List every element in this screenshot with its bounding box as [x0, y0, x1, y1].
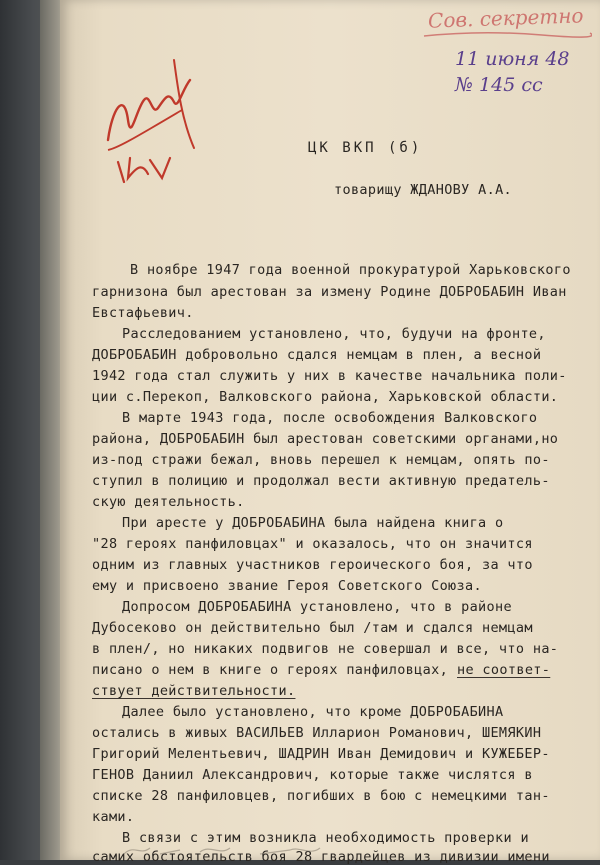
body-line: "28 героях панфиловцах" и оказалось, что он значится — [92, 536, 533, 552]
body-line: списке 28 панфиловцев, погибших в бою с немецкими тан- — [92, 788, 550, 804]
resolution-signature — [78, 50, 218, 200]
body-line: скую деятельность. — [92, 494, 245, 510]
body-line: Григорий Мелентьевич, ШАДРИН Иван Демидович и КУЖЕБЕР- — [92, 746, 550, 762]
body-line: В ноябре 1947 года военной прокуратурой Харьковского — [130, 262, 571, 278]
body-line: самих обстоятельств боя 28 гвардейцев из дивизии имени — [92, 849, 550, 865]
body-line: остались в живых ВАСИЛЬЕВ Илларион Романович, ШЕМЯКИН — [92, 725, 542, 741]
body-line-underlined: не соответ- — [457, 662, 551, 678]
body-line: В марте 1943 года, после освобождения Валковского — [122, 410, 538, 426]
body-line: Допросом ДОБРОБАБИНА установлено, что в районе — [122, 599, 512, 615]
document-heading: ЦК ВКП (б) — [308, 140, 423, 156]
body-line: ДОБРОБАБИН добровольно сдался немцам в плен, а весной — [92, 347, 542, 363]
body-line: 1942 года стал служить у них в качестве начальника поли- — [92, 368, 567, 384]
addressee: товарищу ЖДАНОВУ А.А. — [334, 182, 513, 198]
body-line: Дубосеково он действительно был /там и сдался немцам — [92, 620, 533, 636]
body-line: При аресте у ДОБРОБАБИНА была найдена книга о — [122, 515, 504, 531]
body-line: ции с.Перекоп, Валковского района, Харьковской области. — [92, 389, 559, 405]
body-line: ками. — [92, 809, 135, 825]
body-line: из-под стражи бежал, вновь перешел к немцам, опять по- — [92, 452, 550, 468]
body-line: В связи с этим возникла необходимость проверки и — [122, 830, 529, 846]
body-line: ступил в полицию и продолжал вести активную предатель- — [92, 473, 550, 489]
body-line: писано о нем в книге о героях панфиловцах, — [92, 662, 449, 678]
document-page — [60, 0, 600, 865]
secrecy-stamp: Сов. секретно — [427, 3, 584, 33]
registration-number: № 145 сс — [455, 74, 543, 96]
body-line: Далее было установлено, что кроме ДОБРОБАБИНА — [122, 704, 504, 720]
body-line: района, ДОБРОБАБИН был арестован советскими органами,но — [92, 431, 559, 447]
stamp-underline — [422, 28, 592, 42]
pencil-marks — [120, 836, 340, 860]
body-line: гарнизона был арестован за измену Родине ДОБРОБАБИН Иван — [92, 284, 567, 300]
body-line: одним из главных участников героического боя, за что — [92, 557, 533, 573]
body-line: Евстафьевич. — [92, 305, 194, 321]
body-line: в плен/, но никаких подвигов не совершал и все, что на- — [92, 641, 559, 657]
registration-date: 11 июня 48 — [455, 48, 570, 70]
body-line: ГЕНОВ Даниил Александрович, которые также числятся в — [92, 767, 533, 783]
body-line: ему и присвоено звание Героя Советского Союза. — [92, 578, 482, 594]
body-line-underlined: ствует действительности. — [92, 683, 296, 699]
body-line: Расследованием установлено, что, будучи на фронте, — [122, 326, 546, 342]
